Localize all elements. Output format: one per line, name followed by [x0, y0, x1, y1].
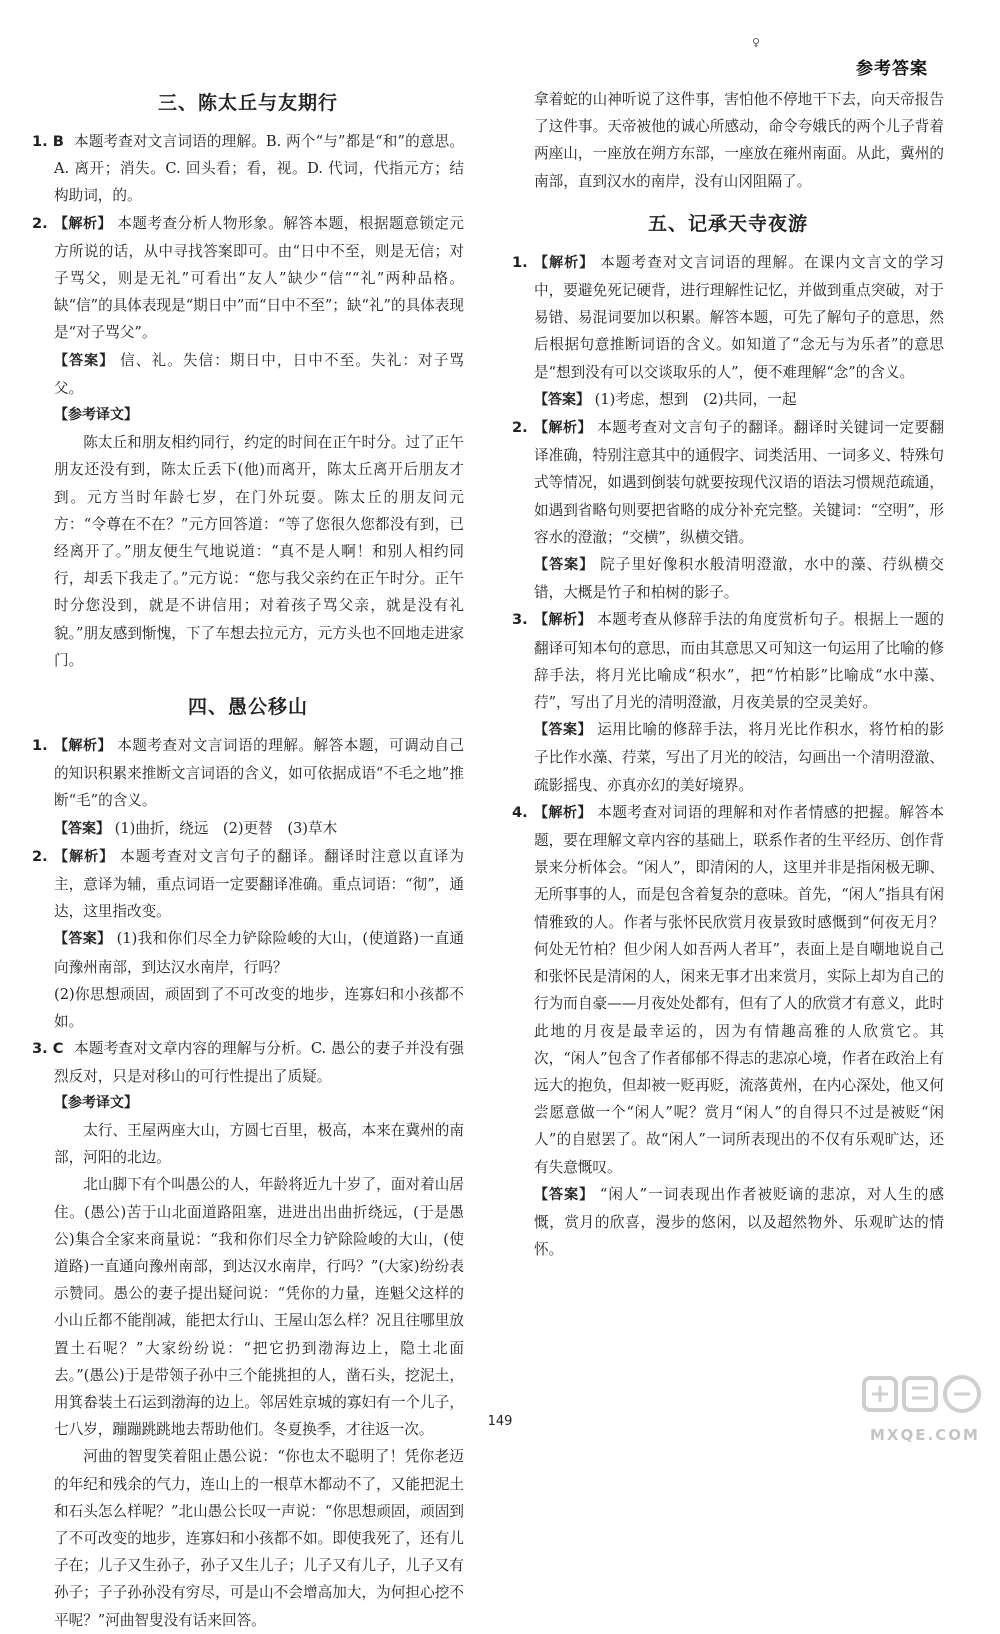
question-text: 本题考查对文章内容的理解与分析。C. 愚公的妻子并没有强烈反对，只是对移山的可行性提出了质疑。: [54, 1040, 464, 1085]
left-column: [32, 80, 465, 1629]
analysis-text: 本题考查从修辞手法的角度赏析句子。根据上一题的翻译可知本句的意思，而由其意思又可知这一句运用了比喻的修辞手法，将月光比喻成“积水”，把“竹柏影”比喻成“水中藻、荇”，写出了月光的清明澄澈，月夜美景的空灵美好。: [534, 611, 945, 712]
section-header-label: 参考答案: [856, 59, 928, 79]
analysis-tag: 【 解析 】: [534, 805, 592, 821]
analysis-text: 本题考查对词语的理解和对作者情感的把握。解答本题，要在理解文章内容的基础上，联系作者的生平经历、创作背景来分析体会。“闲人”，即清闲的人，这里并非是指闲极无聊、无所事事的人，而是包含着复杂的意味。首先，“闲人”指具有闲情雅致的人。作者与张怀民欣赏月夜景致时感慨到“何夜无月？何处无竹柏？但少闲人如吾两人者耳”，表面上是自嘲地说自己和张怀民是清闲的人，闲来无事才出来赏月，实际上却为自己的行为而自豪——月夜处处都有，但有了人的欣赏才有意义，此时此地的月夜是最幸运的，因为有情趣高雅的人欣赏它。其次，“闲人”包含了作者郁郁不得志的悲凉心境，作者在政治上有远大的抱负，但却被一贬再贬，流落黄州，在内心深处，他又何尝愿意做一个“闲人”呢？赏月“闲人”的自得只不过是被贬“闲人”的自慰罢了。故“闲人”一词所表现出的不仅有乐观旷达，还有失意慨叹。: [534, 803, 945, 1176]
section-title-5: 五、记承天寺夜游: [647, 212, 808, 235]
analysis-tag: 【 解析 】: [534, 612, 592, 628]
analysis-tag: 【 解析 】: [54, 738, 112, 754]
answer-line: [512, 716, 944, 799]
answer-tag: 【 答案 】: [534, 557, 594, 573]
translation-heading: 【 参考译文 】: [32, 1090, 464, 1117]
question-item: [32, 128, 464, 210]
answer-tag: 【 答案 】: [54, 353, 114, 369]
question-item: [512, 249, 944, 386]
analysis-text: 本题考查对文言词语的理解。解答本题，可调动自己的知识积累来推断文言词语的含义，如可依据成语“不毛之地”推断“毛”的含义。: [54, 737, 465, 810]
question-number: 4.: [512, 803, 528, 821]
analysis-text: 本题考查对文言句子的翻译。翻译时关键词一定要翻译准确，特别注意其中的通假字、词类活用、一词多义、特殊句式等情况，如遇到倒装句就要按现代汉语的语法习惯规范疏通，如遇到省略句则要把省略的成分补充完整。关键词：“空明”，形容水的澄澈；“交横”，纵横交错。: [534, 419, 945, 546]
answer-continuation: (2)你思想顽固，顽固到了不可改变的地步，连寡妇和小孩都不如。: [54, 985, 464, 1031]
answer-text: (1)考虑，想到 (2)共同，一起: [594, 390, 797, 408]
answer-tag: 【 答案 】: [534, 392, 590, 408]
translation-paragraph: 河曲的智叟笑着阻止愚公说：“你也太不聪明了！凭你老迈的年纪和残余的气力，连山上的一根草木都动不了，又能把泥土和石头怎么样呢？”北山愚公长叹一声说：“你思想顽固，顽固到了不可改变的地步，连寡妇和小孩都不如。即使我死了，还有儿子在；儿子又生孙子，孙子又生儿子；儿子又有儿子，儿子又有孙子；子子孙孙没有穷尽，可是山不会增高加大，为何担心挖不平呢？”河曲智叟没有话来回答。: [54, 1448, 464, 1629]
translation-paragraph: 北山脚下有个叫愚公的人，年龄将近九十岁了，面对着山居住。(愚公)苦于山北面道路阻塞，进进出出曲折绕远，(于是愚公)集合全家来商量说：“我和你们尽全力铲除险峻的大山，(使道路)一直通向豫州南部，到达汉水南岸，行吗？”(大家)纷纷表示赞同。愚公的妻子提出疑问说：“凭你的力量，连魁父这样的小山丘都不能削减，能把太行山、王屋山怎么样？况且往哪里放置土石呢？”大家纷纷说：“把它扔到渤海边上，隐土北面去。”(愚公)于是带领子孙中三个能挑担的人，凿石头，挖泥土，用箕畚装土石运到渤海的边上。邻居姓京城的寡妇有一个儿子，七八岁，蹦蹦跳跳地去帮助他们。冬夏换季，才往返一次。: [54, 1176, 464, 1439]
answer-line: [512, 1181, 944, 1264]
question-number: 3.: [512, 611, 528, 629]
translation-continuation: 拿着蛇的山神听说了这件事，害怕他不停地干下去，向天帝报告了这件事。天帝被他的诚心所感动，命令夸娥氏的两个儿子背着两座山，一座放在朔方东部，一座放在雍州南面。从此，冀州的南部，直到汉水的南岸，没有山冈阻隔了。: [534, 91, 944, 190]
question-item: [32, 210, 464, 347]
translation-heading: 【 参考译文 】: [32, 402, 464, 429]
question-number: 2.: [32, 847, 48, 865]
analysis-tag: 【 解析 】: [534, 255, 594, 271]
answer-text: 院子里好像积水般清明澄澈，水中的藻、荇纵横交错，大概是竹子和柏树的影子。: [534, 556, 945, 602]
translation-paragraph: 陈太丘和朋友相约同行，约定的时间在正午时分。过了正午朋友还没有到，陈太丘丢下(他)而离开，陈太丘离开后朋友才到。元方当时年龄七岁，在门外玩耍。陈太丘的朋友问元方：“令尊在不在？”元方回答道：“等了您很久您都没有到，已经离开了。”朋友便生气地说道：“真不是人啊！和别人相约同行，却丢下我走了。”元方说：“您与我父亲约在正午时分。正午时分您没到，就是不讲信用；对着孩子骂父亲，就是没有礼貌。”朋友感到惭愧，下了车想去拉元方，元方头也不回地走进家门。: [54, 434, 464, 669]
page-number: 149: [487, 1414, 513, 1429]
answer-text: (1)曲折，绕远 (2)更替 (3)草木: [114, 819, 338, 837]
answer-line: [32, 925, 464, 980]
analysis-tag: 【 解析 】: [54, 216, 112, 232]
question-item: [512, 799, 944, 1181]
answer-line: [32, 347, 464, 402]
question-number: 3. C: [32, 1040, 64, 1058]
answer-tag: 【 答案 】: [54, 931, 112, 947]
question-number: 2.: [512, 419, 528, 437]
answer-text: (1)我和你们尽全力铲除险峻的大山，(使道路)一直通向豫州南部，到达汉水南岸，行吗？: [54, 930, 465, 976]
answer-tag: 【 答案 】: [534, 722, 592, 738]
analysis-text: 本题考查分析人物形象。解答本题，根据题意锁定元方所说的话，从中寻找答案即可。由“日中不至，则是无信；对子骂父，则是无礼”可看出“友人”缺少“信”“礼”两种品格。缺“信”的具体表现是“期日中”而“日中不至”；缺“礼”的具体表现是“对子骂父”。: [54, 214, 465, 342]
analysis-text: 本题考查对文言句子的翻译。翻译时注意以直译为主，意译为辅，重点词语一定要翻译准确。重点词语：“彻”，通达，这里指改变。: [54, 847, 465, 921]
answer-tag: 【 答案 】: [534, 1187, 594, 1203]
question-text: 本题考查对文言词语的理解。B. 两个“与”都是“和”的意思。A. 离开；消失。C. 回头看；看，视。D. 代词，代指元方；结构助词，的。: [54, 133, 464, 205]
answer-text: “闲人”一词表现出作者被贬谪的悲凉，对人生的感慨，赏月的欣喜，漫步的悠闲，以及超然物外、乐观旷达的情怀。: [534, 1185, 945, 1259]
question-item: [32, 843, 464, 926]
question-item: [512, 414, 944, 551]
answer-line: [512, 551, 944, 606]
answer-line: [32, 815, 464, 843]
section-title-3: 三、陈太丘与友期行: [157, 92, 338, 114]
question-number: 2.: [32, 214, 48, 232]
watermark-text: MXQE.COM: [870, 1426, 980, 1444]
header-ornament: ♀: [752, 36, 761, 49]
analysis-tag: 【 解析 】: [54, 849, 114, 865]
question-item: [32, 1035, 464, 1089]
answer-tag: 【 答案 】: [54, 821, 110, 837]
question-item: [512, 606, 944, 716]
answer-line: [512, 386, 944, 414]
answer-text: 运用比喻的修辞手法，将月光比作积水，将竹柏的影子比作水藻、荇菜，写出了月光的皎洁，勾画出一个清明澄澈、疏影摇曳、亦真亦幻的美好境界。: [534, 721, 945, 794]
analysis-tag: 【 解析 】: [534, 420, 592, 436]
right-column: [512, 86, 944, 1263]
answer-text: 信、礼。失信：期日中，日中不至。失礼：对子骂父。: [54, 351, 465, 397]
analysis-text: 本题考查对文言词语的理解。在课内文言文的学习中，要避免死记硬背，进行理解性记忆，并做到重点突破，对于易错、易混词要加以积累。解答本题，可先了解句子的意思，然后根据句意推断词语的含义。如知道了“念无与为乐者”的意思是“想到没有可以交谈取乐的人”，便不难理解“念”的含义。: [534, 253, 945, 381]
question-number: 1.: [32, 737, 48, 755]
section-title-4: 四、愚公移山: [187, 696, 308, 719]
question-number: 1.: [512, 253, 528, 271]
question-number: 1. B: [32, 133, 64, 150]
question-item: [32, 732, 464, 815]
translation-paragraph: 太行、王屋两座大山，方圆七百里，极高，本来在冀州的南部，河阳的北边。: [54, 1121, 464, 1167]
